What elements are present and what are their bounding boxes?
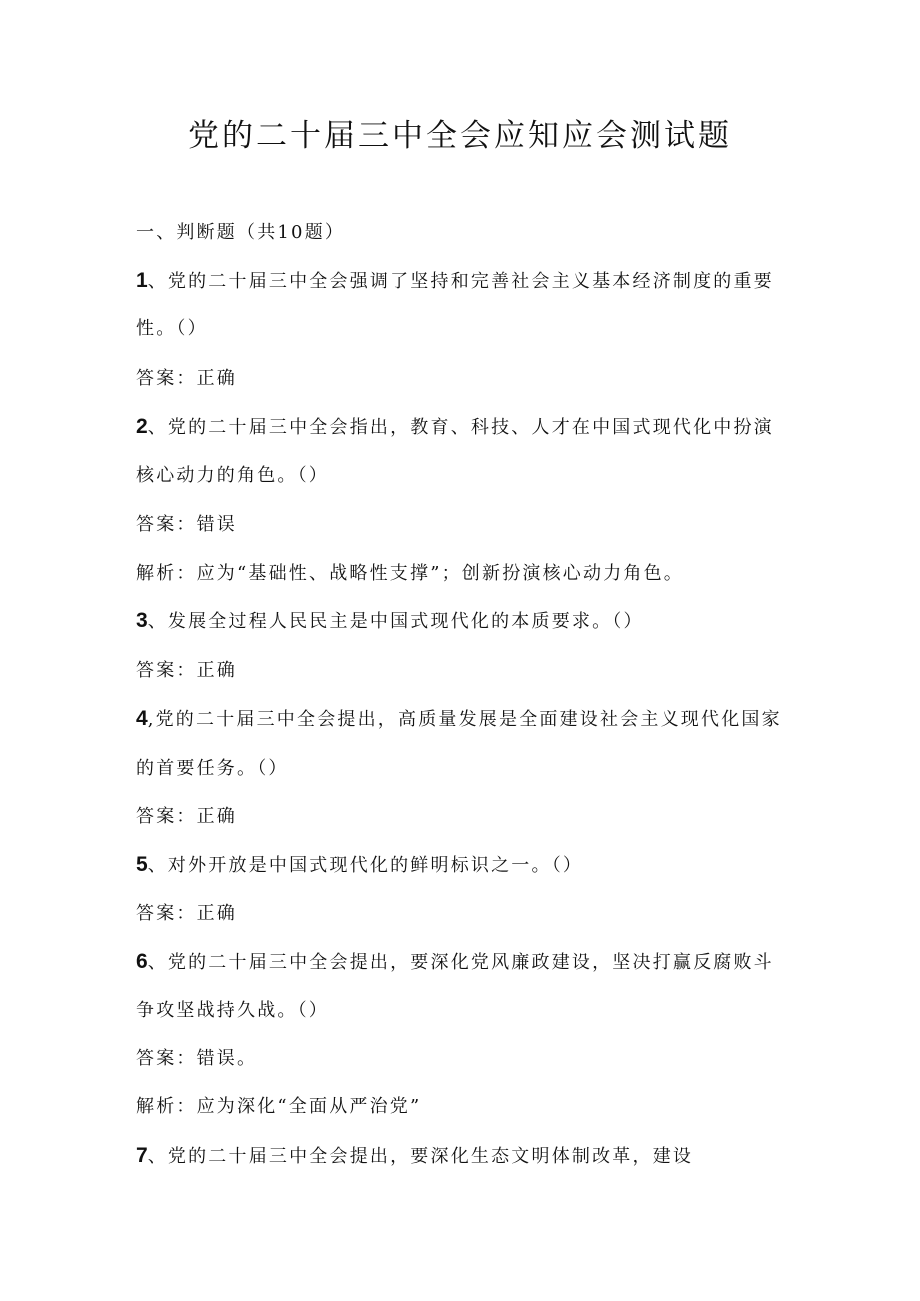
- question-7-text: 党的二十届三中全会提出，要深化生态文明体制改革，建设: [167, 1146, 694, 1167]
- question-1-text: 党的二十届三中全会强调了坚持和完善社会主义基本经济制度的重要: [167, 271, 774, 292]
- question-2-separator: 、: [147, 417, 168, 438]
- question-7-line-1: [136, 1141, 693, 1172]
- question-3-line-1: [136, 606, 644, 637]
- question-2-number: 2: [136, 415, 148, 438]
- question-5-number: 5: [136, 853, 148, 876]
- question-3-text: 发展全过程人民民主是中国式现代化的本质要求。（）: [167, 611, 644, 632]
- question-5-text: 对外开放是中国式现代化的鲜明标识之一。（）: [167, 855, 584, 876]
- question-3-separator: 、: [147, 611, 168, 632]
- question-6-line-2: 争攻坚战持久战。（）: [136, 1000, 329, 1021]
- question-4-text: 党的二十届三中全会提出，高质量发展是全面建设社会主义现代化国家: [155, 709, 782, 730]
- section-heading: 一、判断题（共10题）: [136, 222, 346, 243]
- question-6-analysis: 解析：应为深化“全面从严治党”: [136, 1096, 422, 1117]
- question-2-line-2: 核心动力的角色。（）: [136, 465, 329, 486]
- question-4-answer: 答案：正确: [136, 806, 237, 827]
- question-1-separator: 、: [147, 271, 168, 292]
- question-7-number: 7: [136, 1144, 148, 1167]
- question-3-answer: 答案：正确: [136, 660, 237, 681]
- question-5-line-1: [136, 850, 583, 881]
- question-4-line-2: 的首要任务。（）: [136, 758, 289, 779]
- question-6-number: 6: [136, 950, 148, 973]
- question-6-line-1: [136, 947, 774, 978]
- question-2-text: 党的二十届三中全会指出，教育、科技、人才在中国式现代化中扮演: [167, 417, 774, 438]
- question-7-separator: 、: [147, 1146, 168, 1167]
- question-1-answer: 答案：正确: [136, 368, 237, 389]
- question-4-line-1: [136, 704, 782, 735]
- document-title: 党的二十届三中全会应知应会测试题: [188, 118, 732, 154]
- question-1-line-1: [136, 266, 774, 297]
- question-2-answer: 答案：错误: [136, 514, 237, 535]
- question-4-separator: ,: [147, 709, 156, 730]
- question-2-analysis: 解析：应为“基础性、战略性支撑”；创新扮演核心动力角色。: [136, 563, 685, 584]
- question-1-number: 1: [136, 269, 148, 292]
- question-6-text: 党的二十届三中全会提出，要深化党风廉政建设，坚决打赢反腐败斗: [167, 952, 774, 973]
- question-6-separator: 、: [147, 952, 168, 973]
- question-3-number: 3: [136, 609, 148, 632]
- question-4-number: 4: [136, 707, 148, 730]
- question-2-line-1: [136, 412, 774, 443]
- question-5-answer: 答案：正确: [136, 903, 237, 924]
- question-1-line-2: 性。（）: [136, 318, 208, 339]
- question-6-answer: 答案：错误。: [136, 1048, 258, 1069]
- question-5-separator: 、: [147, 855, 168, 876]
